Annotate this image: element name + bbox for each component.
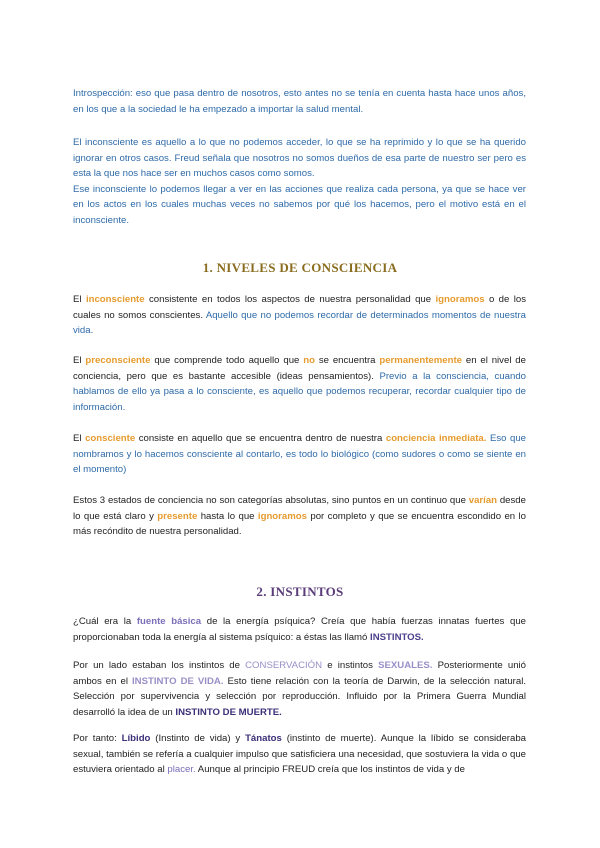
text-span: consistente en todos los aspectos de nuestra personalidad que: [144, 294, 436, 305]
inconsciente-level-paragraph: [73, 292, 526, 339]
keyword-instinto-de-muerte: INSTINTO DE MUERTE.: [175, 706, 282, 718]
text-span: desde lo que está claro y: [73, 495, 526, 522]
estados-paragraph: [73, 493, 526, 540]
text-span: (instinto de muerte). Aunque la líbido se consideraba sexual, también se refería a cualquier impulso que satisficiera una necesidad, que sostuviera la vida o que estuviera orientado al: [73, 733, 526, 775]
text-span: en el nivel de conciencia, pero que es bastante accesible (ideas pensamientos).: [73, 355, 526, 382]
inconsciente-paragraph: [73, 135, 526, 228]
keyword-conciencia-inmediata: conciencia inmediata.: [385, 433, 487, 444]
introspeccion-paragraph: [73, 86, 526, 117]
text-span: consiste en aquello que se encuentra dentro de nuestra: [135, 433, 386, 444]
fuente-basica-paragraph: [73, 614, 526, 645]
keyword-presente: presente: [157, 510, 198, 522]
text-span: El: [73, 433, 86, 444]
blue-note: Aquello que no podemos recordar de determinados momentos de nuestra vida.: [73, 309, 526, 336]
keyword-varian: varían: [468, 495, 498, 506]
text-span: por completo y que se encuentra escondido en lo más recóndito de nuestra personalidad.: [73, 510, 527, 537]
text-span: Por tanto:: [73, 733, 122, 744]
keyword-sexuales: SEXUALES.: [378, 660, 433, 671]
text-span: ¿Cuál era la: [73, 616, 137, 627]
keyword-ignoramos: ignoramos: [257, 510, 307, 522]
keyword-permanentemente: permanentemente: [379, 355, 462, 366]
keyword-preconsciente: preconsciente: [85, 355, 151, 366]
text-span: (Instinto de vida) y: [150, 733, 246, 744]
keyword-ignoramos: ignoramos: [435, 294, 485, 305]
text-span: Posteriormente unió ambos en el: [73, 660, 526, 687]
text-span: Por un lado estaban los instintos de: [73, 660, 246, 671]
keyword-conservacion: CONSERVACIÓN: [245, 660, 323, 671]
keyword-instintos: INSTINTOS.: [370, 631, 424, 643]
text-span: El: [73, 355, 86, 366]
libido-paragraph: [73, 731, 526, 778]
inconsciente-text-2: Ese inconsciente lo podemos llegar a ver en las acciones que realiza cada persona, ya que se hace ver en los actos en los cuales muchas veces no sabemos por qué los hacemos, pero el motivo está en el inconsciente.: [73, 183, 526, 226]
text-span: e instintos: [322, 660, 379, 671]
section-heading-niveles: 1. NIVELES DE CONSCIENCIA: [202, 260, 398, 275]
text-span: El: [73, 294, 86, 305]
keyword-fuente-basica: fuente básica: [136, 616, 202, 627]
text-span: o de los cuales no somos conscientes.: [73, 294, 527, 321]
keyword-no: no: [303, 355, 315, 366]
text-span: de la energía psíquica? Creía que había fuerzas innatas fuertes que proporcionaban toda la energía al sistema psíquico: a éstas las llamó: [73, 616, 526, 643]
conservacion-paragraph: [73, 658, 526, 720]
text-span: Aunque al principio FREUD creía que los instintos de vida y de: [195, 764, 465, 775]
keyword-instinto-de-vida: INSTINTO DE VIDA.: [131, 675, 224, 687]
section-heading-instintos: 2. INSTINTOS: [256, 584, 344, 599]
introspeccion-text: Introspección: eso que pasa dentro de nosotros, esto antes no se tenía en cuenta hasta hace unos años, en los que a la sociedad le ha empezado a importar la salud mental.: [73, 88, 526, 115]
blue-note: Previo a la consciencia, cuando hablamos de ello ya pasa a lo consciente, es aquello que podemos recuperar, recordar cualquier tipo de información.: [73, 370, 526, 413]
keyword-consciente: consciente: [85, 433, 136, 444]
blue-note: Eso que nombramos y lo hacemos consciente al contarlo, es todo lo biológico (como sudores o como se siente en el momento): [73, 433, 526, 475]
keyword-inconsciente: inconsciente: [85, 294, 145, 305]
inconsciente-text-1: El inconsciente es aquello a lo que no podemos acceder, lo que se ha reprimido y lo que se ha querido ignorar en otros casos. Freud señala que nosotros no somos dueños de esa parte de nuestro ser pero es esta la que nos hace ser en muchos casos como somos.: [73, 137, 526, 179]
keyword-tanatos: Tánatos: [245, 733, 282, 744]
preconsciente-paragraph: [73, 353, 526, 415]
text-span: que comprende todo aquello que: [150, 355, 304, 366]
keyword-placer: placer.: [167, 764, 196, 775]
consciente-paragraph: [73, 431, 526, 478]
text-span: hasta lo que: [197, 510, 258, 522]
text-span: Esto tiene relación con la teoría de Darwin, de la selección natural. Selección por supervivencia y selección por reproducción. Influido por la Primera Guerra Mundial desarrolló la idea de un: [73, 675, 526, 718]
keyword-libido: Líbido: [121, 733, 151, 744]
text-span: Estos 3 estados de conciencia no son categorías absolutas, sino puntos en un continuo que: [73, 495, 469, 506]
text-span: se encuentra: [314, 355, 380, 366]
